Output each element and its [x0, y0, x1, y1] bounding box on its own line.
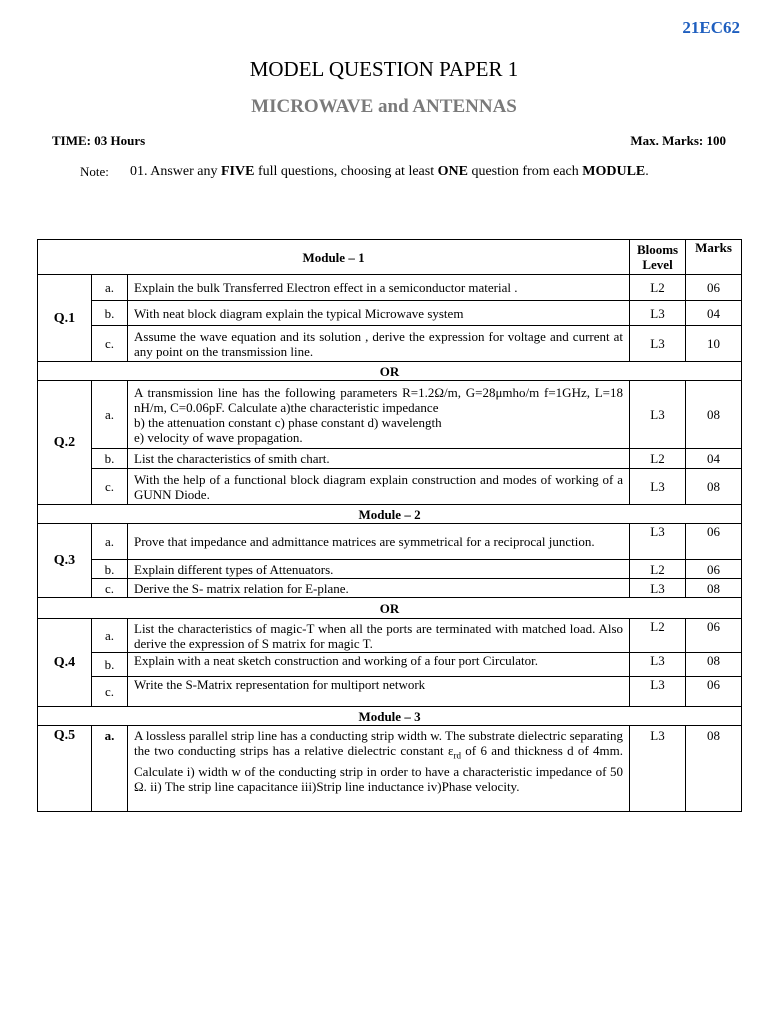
question-text: A lossless parallel strip line has a conducting strip width w. The substrate dielectric separating the two conducting strips has a relative dielectric constant $\varepsilon_{rd}$ of 6 and thickness d of 4mm. Calculate i) width w of the conducting strip in order to have a characteristic impedance of 50 Ω. ii) The strip line capacitance iii)Strip line inductance iv)Phase velocity.	[128, 726, 630, 812]
table-row	[38, 381, 742, 449]
table-row	[38, 469, 742, 505]
marks: 06	[686, 619, 742, 653]
marks: 08	[686, 381, 742, 449]
paper-subtitle: MICROWAVE and ANTENNAS	[251, 96, 517, 117]
marks: 08	[686, 469, 742, 505]
note-text: 01. Answer any FIVE full questions, choosing at least ONE question from each MODULE.	[130, 164, 649, 179]
blooms-level: L2	[630, 275, 686, 301]
sub-question-label: a.	[92, 275, 128, 301]
paper-title: MODEL QUESTION PAPER 1	[249, 57, 519, 81]
marks: 06	[686, 275, 742, 301]
table-row	[38, 275, 742, 301]
blooms-level: L3	[630, 677, 686, 707]
marks: 04	[686, 449, 742, 469]
blooms-level: L3	[630, 726, 686, 812]
or-separator: OR	[38, 598, 742, 619]
question-text: List the characteristics of smith chart.	[128, 449, 630, 469]
sub-question-label: c.	[92, 469, 128, 505]
blooms-level: L3	[630, 469, 686, 505]
question-text: Assume the wave equation and its solution , derive the expression for voltage and current at any point on the transmission line.	[128, 326, 630, 362]
marks: 06	[686, 677, 742, 707]
module-heading: Module – 1	[38, 240, 630, 275]
sub-question-label: c.	[92, 579, 128, 598]
table-row	[38, 677, 742, 707]
sub-question-label: c.	[92, 677, 128, 707]
question-text: Prove that impedance and admittance matrices are symmetrical for a reciprocal junction.	[128, 524, 630, 560]
module-heading: Module – 2	[38, 505, 742, 524]
marks: 08	[686, 579, 742, 598]
marks: 06	[686, 524, 742, 560]
sub-question-label: c.	[92, 326, 128, 362]
table-row	[38, 524, 742, 560]
question-text: With the help of a functional block diagram explain construction and modes of working of a GUNN Diode.	[128, 469, 630, 505]
blooms-level: L3	[630, 326, 686, 362]
blooms-level: L3	[630, 301, 686, 326]
blooms-level: L2	[630, 560, 686, 579]
table-row	[38, 449, 742, 469]
marks: 08	[686, 726, 742, 812]
marks: 04	[686, 301, 742, 326]
blooms-level: L3	[630, 381, 686, 449]
question-number: Q.4	[38, 619, 92, 707]
module-row	[38, 707, 742, 726]
question-text: List the characteristics of magic-T when all the ports are terminated with matched load. Also derive the expression of S matrix for magic T.	[128, 619, 630, 653]
or-separator: OR	[38, 362, 742, 381]
module-row	[38, 505, 742, 524]
sub-question-label: a.	[92, 726, 128, 812]
or-row	[38, 598, 742, 619]
table-row	[38, 619, 742, 653]
sub-question-label: a.	[92, 619, 128, 653]
table-row	[38, 301, 742, 326]
table-row	[38, 560, 742, 579]
max-marks: Max. Marks: 100	[630, 133, 726, 148]
question-number: Q.3	[38, 524, 92, 598]
table-row	[38, 326, 742, 362]
question-number: Q.1	[38, 275, 92, 362]
sub-question-label: b.	[92, 560, 128, 579]
question-text: Write the S-Matrix representation for multiport network	[128, 677, 630, 707]
sub-question-label: b.	[92, 449, 128, 469]
note-label: Note:	[80, 164, 109, 179]
sub-question-label: b.	[92, 653, 128, 677]
table-row	[38, 653, 742, 677]
question-text: Derive the S- matrix relation for E-plane.	[128, 579, 630, 598]
blooms-level: L3	[630, 524, 686, 560]
question-text: Explain different types of Attenuators.	[128, 560, 630, 579]
marks: 06	[686, 560, 742, 579]
question-number: Q.2	[38, 381, 92, 505]
marks-header: Marks	[686, 240, 742, 275]
subject-code: 21EC62	[682, 18, 740, 37]
blooms-level: L3	[630, 579, 686, 598]
sub-question-label: b.	[92, 301, 128, 326]
question-text: Explain the bulk Transferred Electron effect in a semiconductor material .	[128, 275, 630, 301]
question-text: Explain with a neat sketch construction and working of a four port Circulator.	[128, 653, 630, 677]
marks: 10	[686, 326, 742, 362]
exam-time: TIME: 03 Hours	[52, 133, 146, 148]
question-table	[37, 239, 742, 812]
blooms-level-header: Blooms Level	[630, 240, 686, 275]
module-heading: Module – 3	[38, 707, 742, 726]
header-row	[38, 240, 742, 275]
question-text: With neat block diagram explain the typical Microwave system	[128, 301, 630, 326]
blooms-level: L2	[630, 619, 686, 653]
blooms-level: L3	[630, 653, 686, 677]
marks: 08	[686, 653, 742, 677]
sub-question-label: a.	[92, 381, 128, 449]
question-number: Q.5	[38, 726, 92, 812]
or-row	[38, 362, 742, 381]
table-row	[38, 579, 742, 598]
sub-question-label: a.	[92, 524, 128, 560]
blooms-level: L2	[630, 449, 686, 469]
table-row	[38, 726, 742, 812]
question-text: A transmission line has the following parameters R=1.2Ω/m, G=28μmho/m f=1GHz, L=18 nH/m, C=0.06pF. Calculate a)the characteristic impedance b) the attenuation constant c) phase constant d) wavelength e) velocity of wave propagation.	[128, 381, 630, 449]
